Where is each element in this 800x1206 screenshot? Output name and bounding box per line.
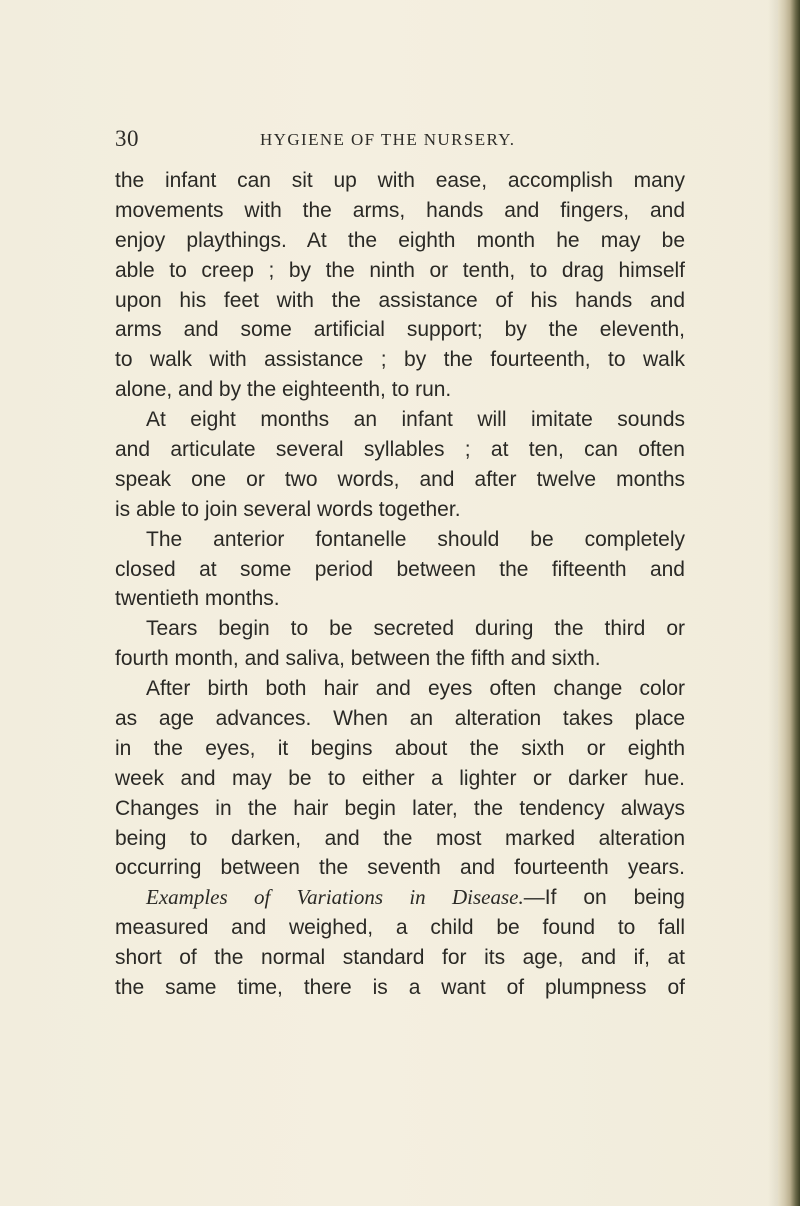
running-head [115,126,685,156]
paragraph-start: The anterior fontanelle should be completely [146,527,685,551]
body-text [115,166,685,1003]
text-line: fourth month, and saliva, between the fifth and sixth. [115,647,601,671]
text-line: closed at some period between the fifteenth and [115,557,685,581]
text-line: movements with the arms, hands and fingers, and [115,198,685,222]
text-line: being to darken, and the most marked alteration [115,826,685,850]
text-line: speak one or two words, and after twelve months [115,467,685,491]
text-line: to walk with assistance ; by the fourteenth, to walk [115,348,685,372]
text-line: enjoy playthings. At the eighth month he may be [115,228,685,252]
text-line: week and may be to either a lighter or darker hue. [115,766,685,790]
text-line: the infant can sit up with ease, accomplish many [115,169,685,192]
examples-heading: Examples of Variations in Disease. [146,885,524,910]
running-head-title: HYGIENE OF THE NURSERY. [260,130,516,149]
examples-line-rest: —If on being [523,886,685,910]
paragraph-start: At eight months an infant will imitate sounds [146,408,685,432]
paragraph-start: Tears begin to be secreted during the third or [146,617,685,641]
text-line: and articulate several syllables ; at ten, can often [115,438,685,462]
paragraph-start: After birth both hair and eyes often change color [146,677,685,701]
text-line: as age advances. When an alteration takes place [115,707,685,731]
page-gutter-shadow [768,0,778,1206]
text-line: upon his feet with the assistance of his hands and [115,288,685,312]
text-line: twentieth months. [115,587,280,611]
text-line: short of the normal standard for its age, and if, at [115,946,685,970]
text-line: alone, and by the eighteenth, to run. [115,378,452,402]
text-line: able to creep ; by the ninth or tenth, to drag himself [115,258,685,282]
book-spine-edge [778,0,800,1206]
text-line: the same time, there is a want of plumpness of [115,976,685,1000]
text-line: in the eyes, it begins about the sixth or eighth [115,736,685,760]
text-line: occurring between the seventh and fourteenth years. [115,856,685,880]
paragraph-start [115,883,685,913]
text-line: Changes in the hair begin later, the tendency always [115,796,685,820]
page-number: 30 [115,126,139,151]
text-line: arms and some artificial support; by the eleventh, [115,318,685,342]
text-line: is able to join several words together. [115,497,461,521]
text-line: measured and weighed, a child be found to fall [115,916,685,940]
